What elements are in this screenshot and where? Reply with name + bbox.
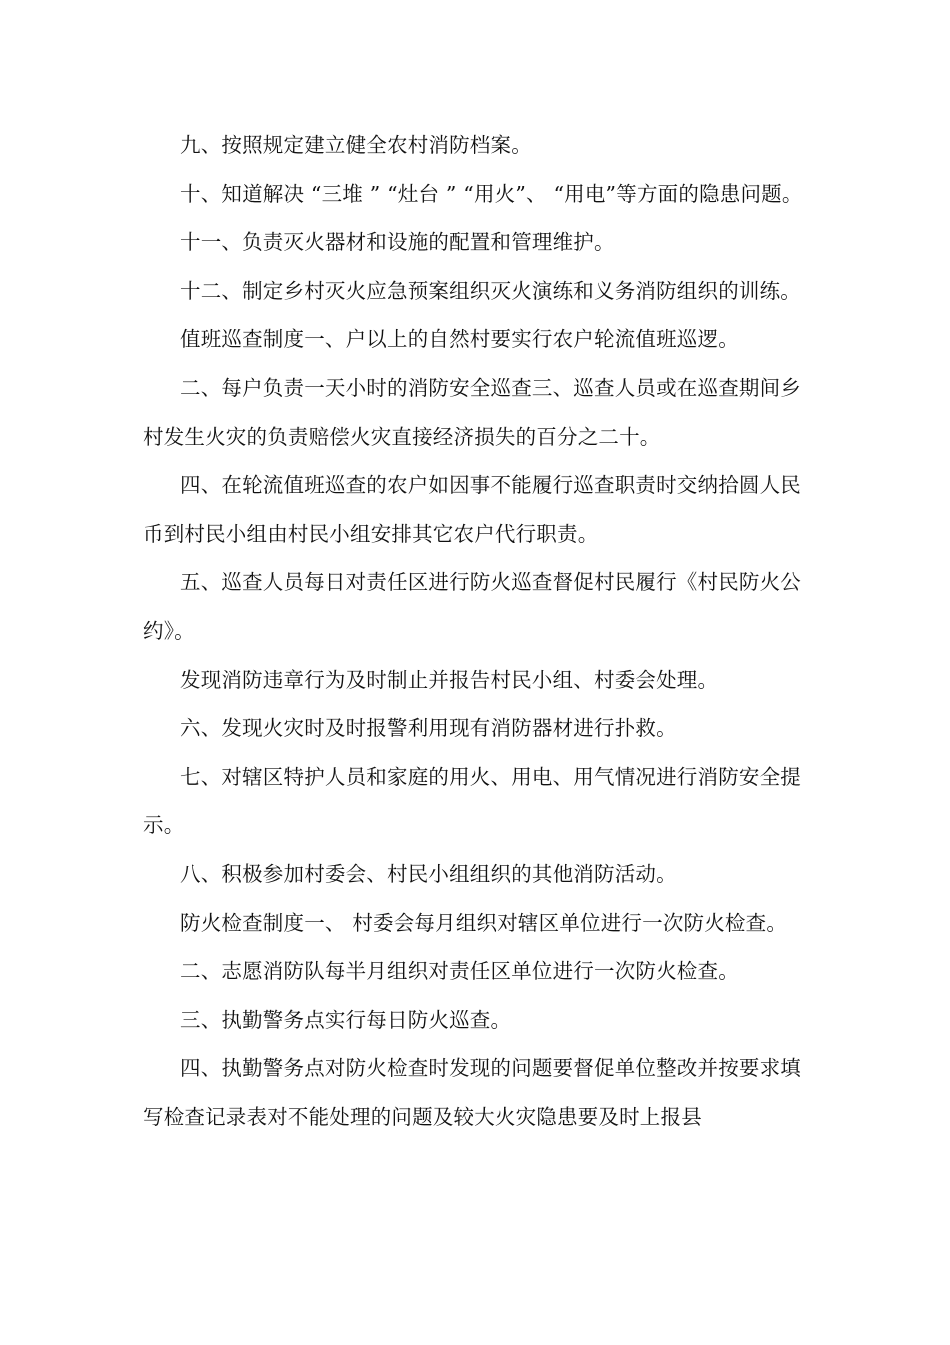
paragraph-11: 七、对辖区特护人员和家庭的用火、用电、用气情况进行消防安全提示。: [143, 764, 801, 838]
paragraph-2: 十、知道解决 “三堆 ” “灶台 ” “用火”、 “用电”等方面的隐患问题。: [180, 181, 803, 206]
paragraph-9: 发现消防违章行为及时制止并报告村民小组、村委会处理。: [180, 667, 719, 692]
paragraph-8: 五、巡查人员每日对责任区进行防火巡查督促村民履行《村民防火公约》。: [143, 570, 801, 643]
document-body: [143, 121, 803, 1141]
paragraph-13: 防火检查制度一、 村委会每月组织对辖区单位进行一次防火检查。: [180, 910, 788, 935]
paragraph-12: 八、积极参加村委会、村民小组组织的其他消防活动。: [180, 861, 677, 886]
paragraph-5: 值班巡查制度一、户以上的自然村要实行农户轮流值班巡逻。: [180, 327, 739, 352]
paragraph-3: 十一、负责灭火器材和设施的配置和管理维护。: [180, 230, 615, 255]
paragraph-7: 四、在轮流值班巡查的农户如因事不能履行巡查职责时交纳拾圆人民币到村民小组由村民小组安排其它农户代行职责。: [143, 473, 801, 546]
paragraph-6: 二、每户负责一天小时的消防安全巡查三、巡查人员或在巡查期间乡村发生火灾的负责赔偿火灾直接经济损失的百分之二十。: [143, 375, 801, 449]
paragraph-10: 六、发现火灾时及时报警利用现有消防器材进行扑救。: [180, 716, 677, 741]
paragraph-15: 三、执勤警务点实行每日防火巡查。: [180, 1007, 512, 1032]
paragraph-14: 二、志愿消防队每半月组织对责任区单位进行一次防火检查。: [180, 959, 739, 984]
paragraph-4: 十二、制定乡村灭火应急预案组织灭火演练和义务消防组织的训练。: [180, 278, 801, 303]
paragraph-1: 九、按照规定建立健全农村消防档案。: [180, 133, 532, 157]
paragraph-16: 四、执勤警务点对防火检查时发现的问题要督促单位整改并按要求填写检查记录表对不能处理的问题及较大火灾隐患要及时上报县: [143, 1056, 801, 1129]
